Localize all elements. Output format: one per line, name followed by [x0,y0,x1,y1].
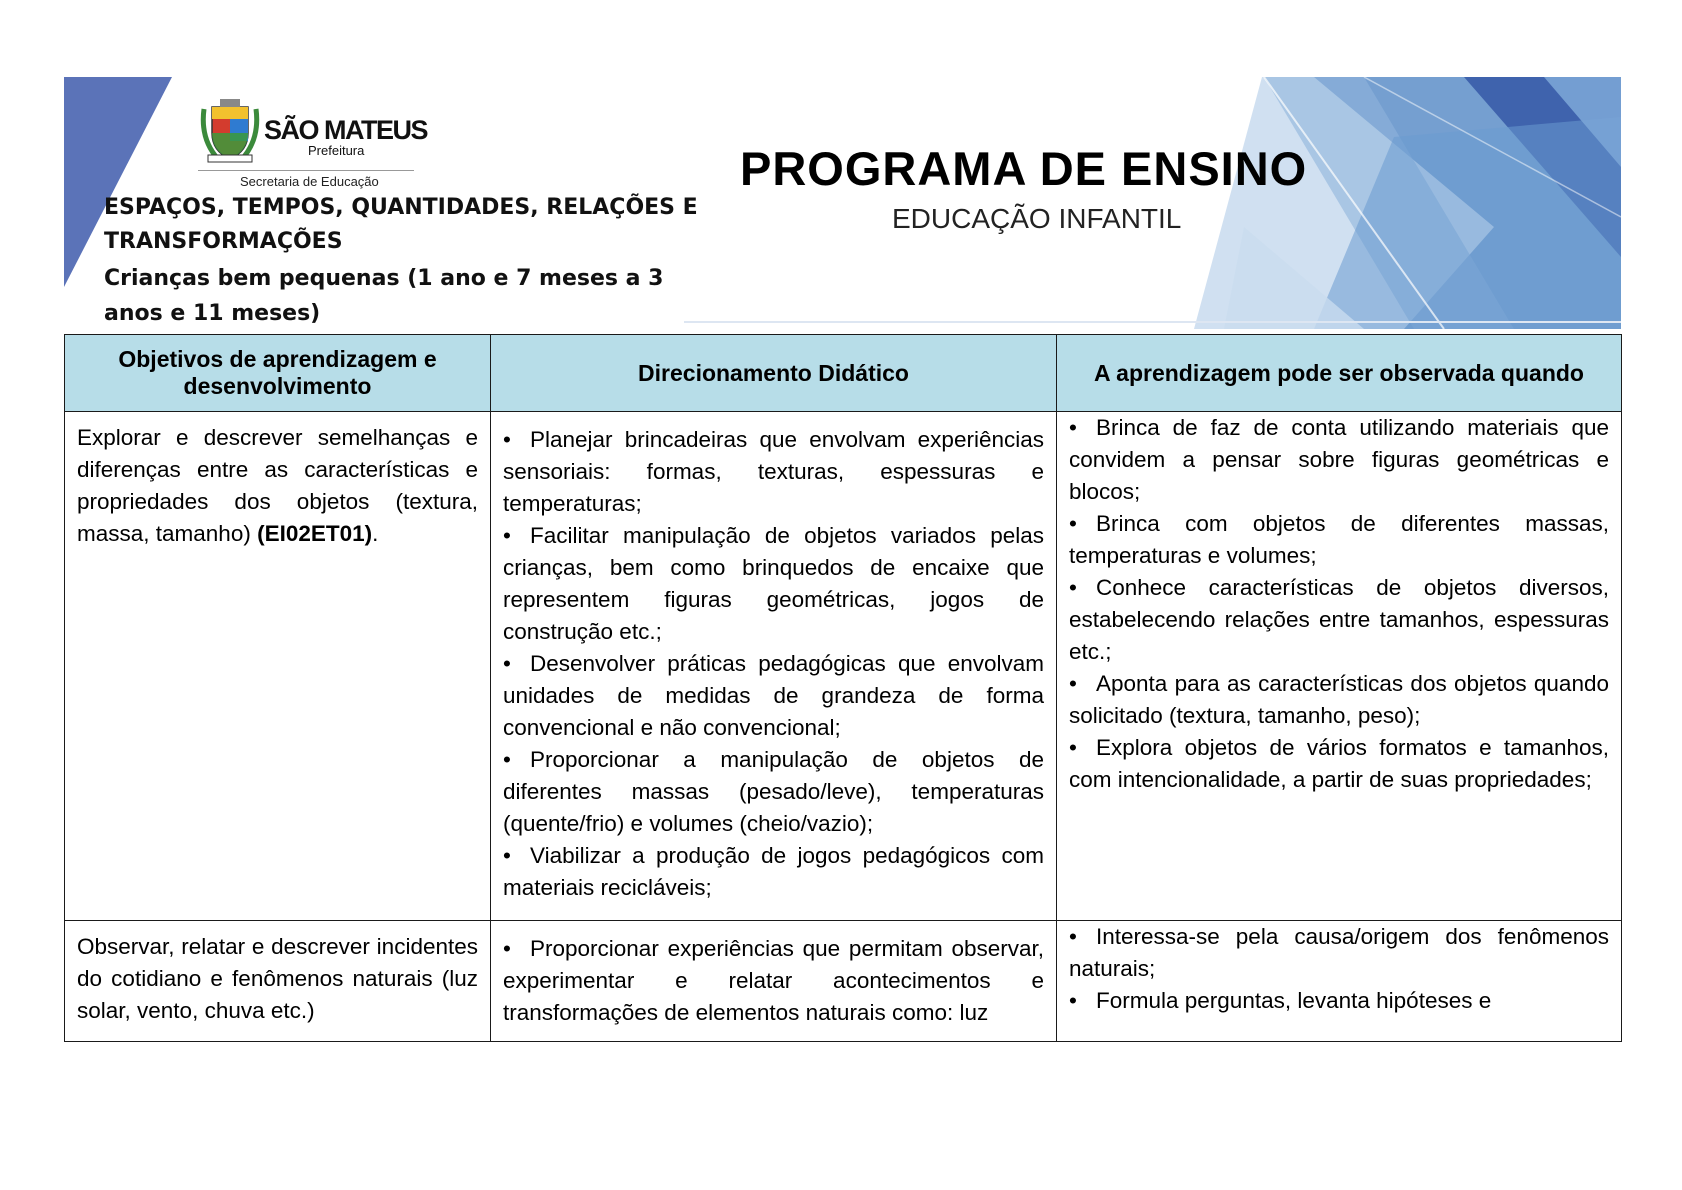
observation-item-text: Brinca com objetos de diferentes massas, temperaturas e volumes; [1069,511,1609,568]
table-header-row [65,335,1622,412]
program-title: PROGRAMA DE ENSINO [740,142,1308,195]
list-item: • Proporcionar a manipulação de objetos de diferentes massas (pesado/leve), temperaturas (quente/frio) e volumes (cheio/vazio); [503,747,1044,836]
header-objectives: Objetivos de aprendizagem e desenvolvimento [65,335,491,412]
objective-text: Explorar e descrever semelhanças e diferenças entre as características e propriedades dos objetos (textura, massa, tamanho) [77,425,478,546]
objective-cell [65,921,491,1042]
list-item: • Conhece características de objetos diversos, estabelecendo relações entre tamanhos, espessuras etc.; [1069,575,1609,664]
table-row [65,921,1622,1042]
list-item: • Desenvolver práticas pedagógicas que envolvam unidades de medidas de grandeza de forma convencional e não convencional; [503,651,1044,740]
observation-item-text: Conhece características de objetos diversos, estabelecendo relações entre tamanhos, espessuras etc.; [1069,575,1609,664]
list-item: • Brinca com objetos de diferentes massas, temperaturas e volumes; [1069,511,1609,568]
observation-cell [1057,921,1622,1042]
didactic-item-text: Planejar brincadeiras que envolvam experiências sensoriais: formas, texturas, espessuras e temperaturas; [503,427,1044,516]
didactic-item-text: Proporcionar a manipulação de objetos de diferentes massas (pesado/leve), temperaturas (quente/frio) e volumes (cheio/vazio); [503,747,1044,836]
logo-department: Secretaria de Educação [240,174,379,189]
list-item: • Formula perguntas, levanta hipóteses e [1069,988,1492,1013]
subject-heading [104,191,724,259]
table-row [65,412,1622,921]
objective-cell [65,412,491,921]
teaching-program-table [64,334,1622,1042]
logo-subtitle: Prefeitura [308,143,365,158]
objective-text: Observar, relatar e descrever incidentes do cotidiano e fenômenos naturais (luz solar, vento, chuva etc.) [77,934,478,1023]
coat-of-arms-icon [198,99,262,167]
age-group-heading: Crianças bem pequenas (1 ano e 7 meses a 3 anos e 11 meses) [104,266,664,326]
subject-line-2: TRANSFORMAÇÕES [104,229,343,254]
didactic-item-text: Facilitar manipulação de objetos variados pelas crianças, bem como brinquedos de encaixe que representem figuras geométricas, jogos de construção etc.; [503,523,1044,644]
list-item: • Viabilizar a produção de jogos pedagógicos com materiais recicláveis; [503,843,1044,900]
didactic-cell [491,921,1057,1042]
header-banner [64,77,1621,329]
list-item: • Interessa-se pela causa/origem dos fenômenos naturais; [1069,924,1609,981]
didactic-item-text: Desenvolver práticas pedagógicas que envolvam unidades de medidas de grandeza de forma convencional e não convencional; [503,651,1044,740]
header-didactic: Direcionamento Didático [491,335,1057,412]
header-observation: A aprendizagem pode ser observada quando [1057,335,1622,412]
subject-line-1: ESPAÇOS, TEMPOS, QUANTIDADES, RELAÇÕES E [104,195,698,220]
observation-item-text: Formula perguntas, levanta hipóteses e [1096,988,1492,1013]
objective-end: . [372,521,379,546]
logo-divider [198,170,414,171]
objective-code: (EI02ET01) [257,521,373,546]
observation-item-text: Aponta para as características dos objetos quando solicitado (textura, tamanho, peso); [1069,671,1609,728]
observation-item-text: Explora objetos de vários formatos e tamanhos, com intencionalidade, a partir de suas propriedades; [1069,735,1609,792]
observation-item-text: Interessa-se pela causa/origem dos fenômenos naturais; [1069,924,1609,981]
logo-name: SÃO MATEUS [264,115,428,145]
didactic-item-text: Viabilizar a produção de jogos pedagógicos com materiais recicláveis; [503,843,1044,900]
list-item: • Facilitar manipulação de objetos variados pelas crianças, bem como brinquedos de encaixe que representem figuras geométricas, jogos de construção etc.; [503,523,1044,644]
list-item: • Brinca de faz de conta utilizando materiais que convidem a pensar sobre figuras geométricas e blocos; [1069,415,1609,504]
list-item: • Proporcionar experiências que permitam observar, experimentar e relatar acontecimentos e transformações de elementos naturais como: luz [503,936,1044,1025]
prefeitura-logo [198,99,428,189]
list-item: • Aponta para as características dos objetos quando solicitado (textura, tamanho, peso); [1069,671,1609,728]
observation-item-text: Brinca de faz de conta utilizando materiais que convidem a pensar sobre figuras geométricas e blocos; [1069,415,1609,504]
didactic-item-text: Proporcionar experiências que permitam observar, experimentar e relatar acontecimentos e transformações de elementos naturais como: luz [503,936,1044,1025]
list-item: • Planejar brincadeiras que envolvam experiências sensoriais: formas, texturas, espessuras e temperaturas; [503,427,1044,516]
list-item: • Explora objetos de vários formatos e tamanhos, com intencionalidade, a partir de suas propriedades; [1069,735,1609,792]
program-subtitle: EDUCAÇÃO INFANTIL [892,203,1182,234]
didactic-cell [491,412,1057,921]
observation-cell [1057,412,1622,921]
